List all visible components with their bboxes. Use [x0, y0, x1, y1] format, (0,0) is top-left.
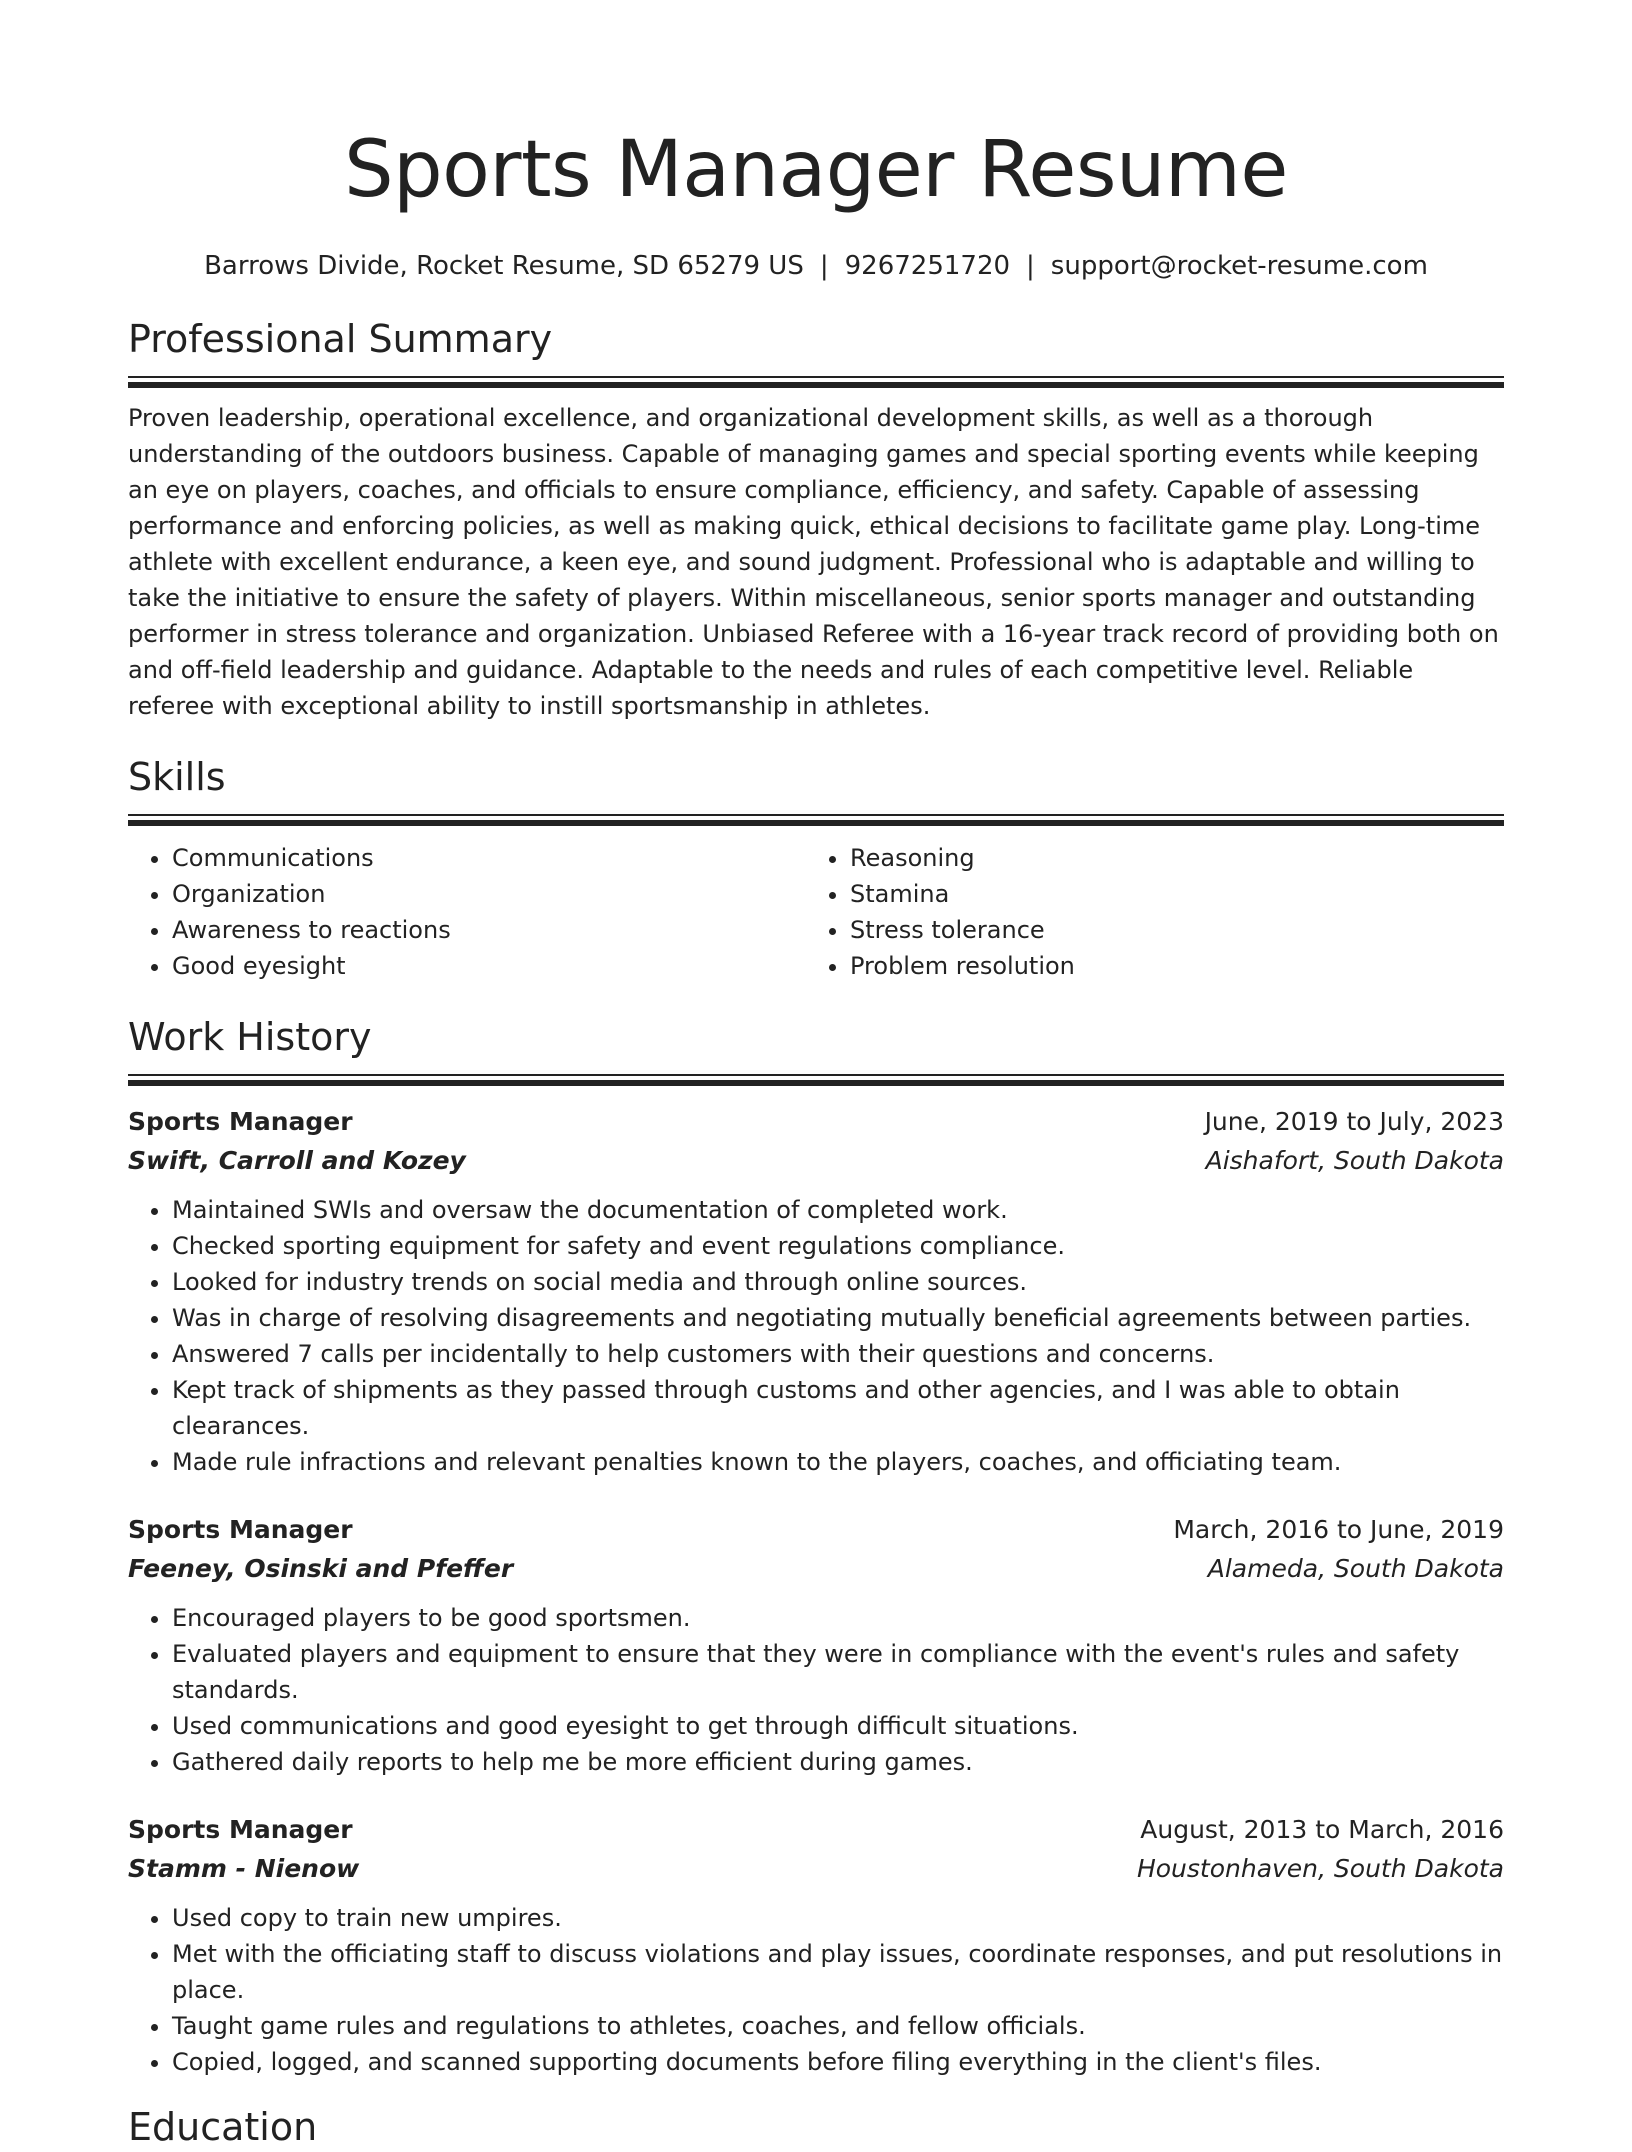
skill-item: • Stress tolerance — [850, 912, 1484, 948]
job-bullet: • Checked sporting equipment for safety and event regulations compliance. — [172, 1228, 1504, 1264]
job-bullet: • Was in charge of resolving disagreements and negotiating mutually beneficial agreements between parties. — [172, 1300, 1504, 1336]
contact-phone: 9267251720 — [844, 251, 1011, 281]
skill-item: • Reasoning — [850, 840, 1484, 876]
section-divider — [128, 814, 1504, 816]
education-heading: Education — [128, 2105, 318, 2149]
job-entry — [128, 1810, 1504, 2080]
summary-section — [128, 314, 1504, 724]
skill-item: • Stamina — [850, 876, 1484, 912]
job-dates: March, 2016 to June, 2019 — [1173, 1515, 1504, 1544]
job-location: Alameda, South Dakota — [1207, 1554, 1504, 1583]
skills-list-right — [806, 840, 1484, 984]
job-bullet: • Gathered daily reports to help me be more efficient during games. — [172, 1744, 1504, 1780]
summary-heading: Professional Summary — [128, 317, 553, 361]
job-company: Stamm - Nienow — [128, 1854, 360, 1883]
job-company: Feeney, Osinski and Pfeffer — [128, 1554, 514, 1583]
section-divider — [128, 1074, 1504, 1076]
job-bullet: • Looked for industry trends on social media and through online sources. — [172, 1264, 1504, 1300]
job-bullet: • Copied, logged, and scanned supporting documents before filing everything in the client's files. — [172, 2044, 1504, 2080]
job-bullet: • Used copy to train new umpires. — [172, 1900, 1504, 1936]
section-divider — [128, 376, 1504, 378]
job-title: Sports Manager — [128, 1815, 353, 1844]
job-entry — [128, 1510, 1504, 1780]
job-dates: August, 2013 to March, 2016 — [1140, 1815, 1504, 1844]
job-entry — [128, 1102, 1504, 1480]
job-bullets — [128, 1900, 1504, 2080]
job-bullet: • Encouraged players to be good sportsmen. — [172, 1600, 1504, 1636]
contact-line — [128, 248, 1504, 284]
skill-item: • Good eyesight — [172, 948, 806, 984]
skills-section — [128, 752, 1504, 984]
job-bullet: • Taught game rules and regulations to athletes, coaches, and fellow officials. — [172, 2008, 1504, 2044]
contact-email: support@rocket-resume.com — [1050, 251, 1428, 281]
skill-item: • Organization — [172, 876, 806, 912]
contact-separator: | — [1026, 251, 1035, 281]
job-bullet: • Evaluated players and equipment to ensure that they were in compliance with the event's rules and safety standards. — [172, 1636, 1504, 1708]
work-history-heading: Work History — [128, 1015, 372, 1059]
section-divider-thick — [128, 382, 1504, 388]
skill-item: • Problem resolution — [850, 948, 1484, 984]
job-header-row — [128, 1510, 1504, 1549]
job-bullet: • Kept track of shipments as they passed through customs and other agencies, and I was able to obtain clearances. — [172, 1372, 1504, 1444]
resume-title: Sports Manager Resume — [344, 125, 1288, 215]
skills-list-left — [128, 840, 806, 984]
section-divider-thick — [128, 1080, 1504, 1086]
skill-item: • Communications — [172, 840, 806, 876]
contact-separator: | — [819, 251, 829, 281]
job-header-row — [128, 1810, 1504, 1849]
job-bullet: • Used communications and good eyesight to get through difficult situations. — [172, 1708, 1504, 1744]
job-location: Houstonhaven, South Dakota — [1136, 1854, 1504, 1883]
job-company-row — [128, 1141, 1504, 1180]
skills-heading: Skills — [128, 755, 226, 799]
job-title: Sports Manager — [128, 1107, 353, 1136]
job-dates: June, 2019 to July, 2023 — [1204, 1107, 1504, 1136]
job-company-row — [128, 1849, 1504, 1888]
job-company-row — [128, 1549, 1504, 1588]
education-section — [128, 2102, 1504, 2152]
work-history-section — [128, 1012, 1504, 2080]
job-bullet: • Maintained SWIs and oversaw the documentation of completed work. — [172, 1192, 1504, 1228]
job-company: Swift, Carroll and Kozey — [128, 1146, 466, 1175]
job-bullets — [128, 1600, 1504, 1780]
section-divider-thick — [128, 820, 1504, 826]
skills-grid — [128, 840, 1504, 984]
job-location: Aishafort, South Dakota — [1205, 1146, 1504, 1175]
skill-item: • Awareness to reactions — [172, 912, 806, 948]
job-bullets — [128, 1192, 1504, 1480]
contact-address: Barrows Divide, Rocket Resume, SD 65279 US — [204, 251, 804, 281]
summary-text: Proven leadership, operational excellence, and organizational development skills, as well as a thorough understanding of the outdoors business. Capable of managing games and special sporting events while keeping an eye on players, coaches, and officials to ensure compliance, efficiency, and safety. Capable of assessing performance and enforcing policies, as well as making quick, ethical decisions to facilitate game play. Long-time athlete with excellent endurance, a keen eye, and sound judgment. Professional who is adaptable and willing to take the initiative to ensure the safety of players. Within miscellaneous, senior sports manager and outstanding performer in stress tolerance and organization. Unbiased Referee with a 16-year track record of providing both on and off-field leadership and guidance. Adaptable to the needs and rules of each competitive level. Reliable referee with exceptional ability to instill sportsmanship in athletes. — [128, 404, 1499, 720]
job-bullet: • Met with the officiating staff to discuss violations and play issues, coordinate responses, and put resolutions in place. — [172, 1936, 1504, 2008]
job-title: Sports Manager — [128, 1515, 353, 1544]
resume-page — [128, 0, 1504, 2152]
job-bullet: • Answered 7 calls per incidentally to help customers with their questions and concerns. — [172, 1336, 1504, 1372]
job-header-row — [128, 1102, 1504, 1141]
job-bullet: • Made rule infractions and relevant penalties known to the players, coaches, and officiating team. — [172, 1444, 1504, 1480]
